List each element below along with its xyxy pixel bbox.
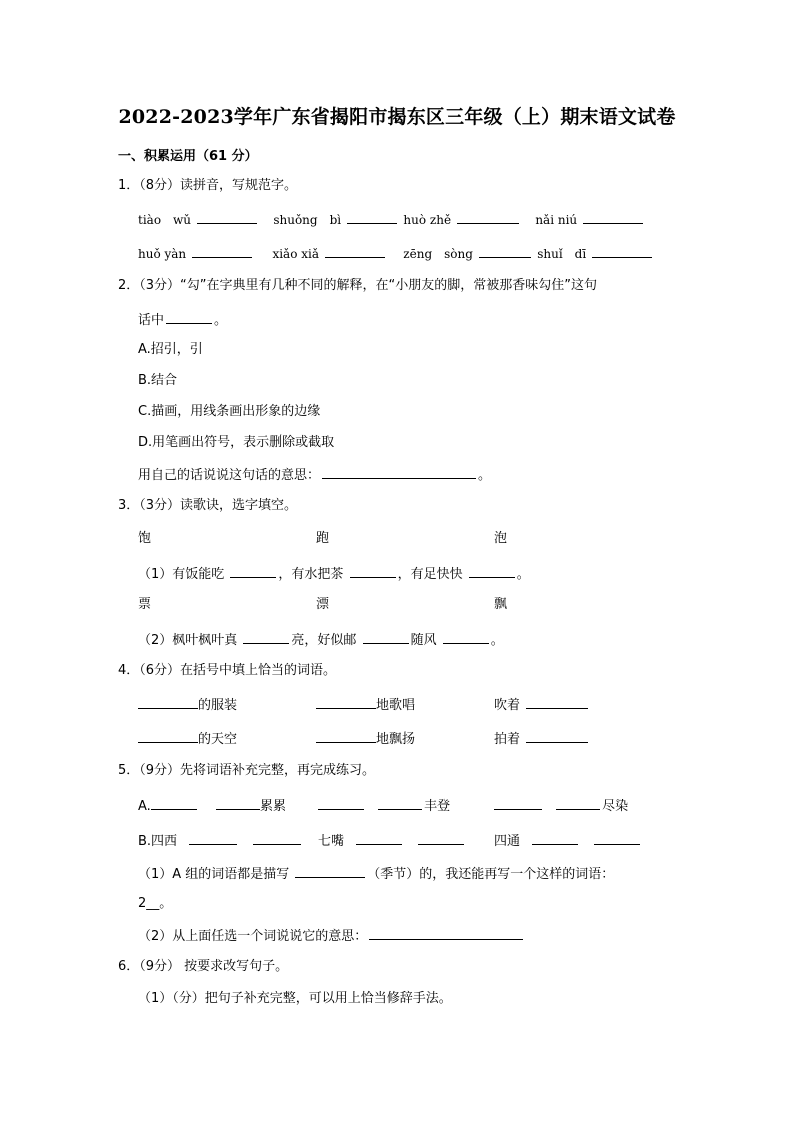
group-a-word: 丰登 (318, 797, 450, 815)
char-option: 泡 (494, 531, 508, 546)
answer-blank[interactable] (350, 565, 396, 578)
group-b: B.四西 (138, 832, 303, 850)
option-a: A.招引，引 (138, 342, 203, 357)
group-b-word: 四通 (494, 832, 642, 850)
answer-blank[interactable] (457, 211, 519, 224)
answer-blank[interactable] (526, 696, 588, 709)
pinyin: tiào wǔ (138, 213, 192, 227)
fill-item: 拍着 (494, 730, 590, 748)
question-3-line-2: （2）枫叶枫叶真 亮，好似邮 随风 。 (138, 633, 504, 648)
question-3-line-1: （1）有饭能吃 ，有水把茶 ，有足快快 。 (138, 567, 530, 582)
answer-blank[interactable] (253, 832, 301, 845)
answer-blank[interactable] (378, 797, 422, 810)
answer-blank[interactable] (418, 832, 464, 845)
question-6-stem: 6．（9分） 按要求改写句子。 (118, 959, 289, 974)
question-2-stem-cont: 话中 。 (138, 313, 228, 328)
answer-blank[interactable] (197, 211, 257, 224)
answer-blank[interactable] (325, 245, 385, 258)
answer-blank[interactable] (316, 696, 376, 709)
answer-blank[interactable] (532, 832, 578, 845)
fill-item: 地飘扬 (316, 730, 415, 748)
pinyin: huǒ yàn (138, 247, 187, 261)
fill-item: 的服装 (138, 696, 237, 714)
page-title: 2022-2023学年广东省揭阳市揭东区三年级（上）期末语文试卷 (118, 106, 676, 128)
answer-blank[interactable] (583, 211, 643, 224)
answer-blank[interactable] (363, 631, 409, 644)
char-option: 票 (138, 597, 152, 612)
char-option: 跑 (316, 531, 330, 546)
pinyin: shuǒng bì (273, 213, 342, 227)
fill-item: 吹着 (494, 696, 590, 714)
question-2-stem: 2．（3分）“勾”在字典里有几种不同的解释，在“小朋友的脚，常被那香味勾住”这句 (118, 278, 597, 293)
question-1-row-1 (138, 211, 645, 229)
answer-blank[interactable] (318, 797, 364, 810)
answer-blank[interactable] (356, 832, 402, 845)
question-5-sub-2: （2）从上面任选一个词说说它的意思： (138, 927, 525, 945)
char-option: 漂 (316, 597, 330, 612)
pinyin: shuǐ dī (537, 247, 587, 261)
section-heading: 一、积累运用（61 分） (118, 149, 258, 164)
pinyin: xiǎo xiǎ (272, 247, 320, 261)
answer-blank[interactable] (479, 245, 531, 258)
question-3-stem: 3．（3分）读歌诀，选字填空。 (118, 498, 298, 513)
answer-blank[interactable] (594, 832, 640, 845)
answer-blank[interactable] (592, 245, 652, 258)
answer-blank[interactable] (347, 211, 397, 224)
pinyin: nǎi niú (535, 213, 578, 227)
group-a-word: 累累 (216, 797, 286, 815)
answer-blank[interactable] (295, 865, 365, 878)
answer-blank[interactable] (138, 696, 198, 709)
question-5-stem: 5．（9分）先将词语补充完整，再完成练习。 (118, 763, 376, 778)
answer-blank[interactable] (189, 832, 237, 845)
pinyin: huò zhě (403, 213, 452, 227)
answer-blank[interactable] (322, 466, 476, 479)
answer-blank[interactable] (166, 311, 212, 324)
answer-blank[interactable] (494, 797, 542, 810)
group-b-word: 七嘴 (318, 832, 466, 850)
question-1-stem: 1．（8分）读拼音，写规范字。 (118, 178, 298, 193)
answer-blank[interactable] (216, 797, 260, 810)
question-2-followup: 用自己的话说说这句话的意思： 。 (138, 468, 492, 483)
group-a-word: 尽染 (494, 797, 628, 815)
answer-blank[interactable] (469, 565, 515, 578)
option-b: B.结合 (138, 373, 178, 388)
answer-blank[interactable] (151, 797, 197, 810)
answer-blank[interactable] (369, 927, 523, 940)
answer-blank[interactable] (556, 797, 600, 810)
option-c: C.描画，用线条画出形象的边缘 (138, 404, 321, 419)
question-6-sub-1: （1）（分）把句子补充完整，可以用上恰当修辞手法。 (138, 991, 452, 1006)
question-1-row-2 (138, 245, 654, 263)
answer-blank[interactable] (443, 631, 489, 644)
pinyin: zēng sòng (403, 247, 473, 261)
answer-blank[interactable] (192, 245, 252, 258)
question-5-sub-1: （1）A 组的词语都是描写 （季节）的，我还能再写一个这样的词语： (138, 867, 615, 882)
answer-blank[interactable] (316, 730, 376, 743)
answer-blank[interactable] (526, 730, 588, 743)
answer-blank[interactable] (230, 565, 276, 578)
group-a: A. (138, 797, 197, 815)
char-option: 飘 (494, 597, 508, 612)
question-5-sub-1-cont: 2__。 (138, 896, 173, 911)
answer-blank[interactable] (243, 631, 289, 644)
option-d: D.用笔画出符号，表示删除或截取 (138, 435, 335, 450)
question-4-stem: 4．（6分）在括号中填上恰当的词语。 (118, 663, 337, 678)
fill-item: 的天空 (138, 730, 237, 748)
char-option: 饱 (138, 531, 152, 546)
fill-item: 地歌唱 (316, 696, 415, 714)
answer-blank[interactable] (138, 730, 198, 743)
